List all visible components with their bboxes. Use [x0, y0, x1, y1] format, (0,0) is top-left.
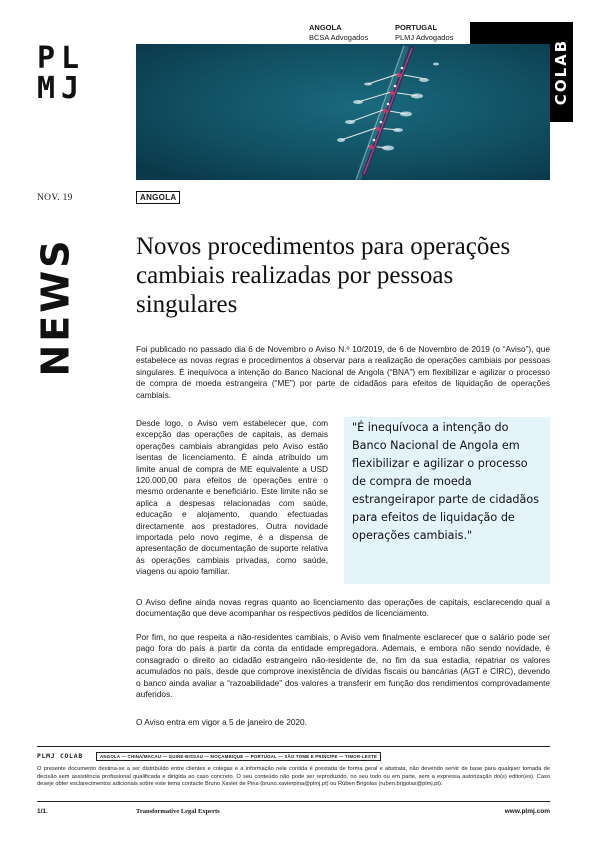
article-title: Novos procedimentos para operações cambiais realizadas por pessoas singulares — [136, 233, 511, 318]
footer-brand: PLMJ COLAB — [37, 753, 83, 760]
colab-label-wrap — [549, 22, 573, 122]
news-label-wrap — [34, 232, 78, 382]
office-country: PORTUGAL — [395, 23, 438, 32]
office-firm: PLMJ Advogados — [395, 32, 454, 42]
plmj-logo — [37, 41, 99, 106]
office-country: ANGOLA — [309, 23, 342, 32]
paragraph-licensing: Desde logo, o Aviso vem estabelecer que, com excepção das operações de capitais, as demais operações cambiais abrangidas pelo Aviso estão isentas de licenciamento. É ainda atribuído um limite anual de compra de ME equivalente a USD 120.000,00 para efeitos de operações entre o mesmo ordenante e beneficiário. Este limite não se aplica a despesas relacionadas com saúde, educação e alojamento, quando efectuadas directamente aos prestadores. Outra novidade importada pelo novo regime, é a dispensa de apresentação de documentação de suporte relativa às operações cambiais privadas, como saúde, viagens ou apoio familiar. — [136, 418, 328, 577]
page-number: 1/1. — [37, 808, 48, 815]
firm-tagline: Transformative Legal Experts — [136, 808, 220, 815]
legal-disclaimer: O presente documento destina-se a ser distribuído entre clientes e colegas e a informação nele contida é prestada de forma geral e abstrata, não devendo servir de base para qualquer tomada de decisão sem assistência profissional qualificada e dirigida ao caso concreto. O seu conteúdo não pode ser reproduzido, no seu todo ou em parte, sem a expressa autorização do(s) editor(es). Caso deseje obter esclarecimentos adicionais sobre este tema contacte Bruno Xavier de Pina (bruno.xavierpina@plmj.pt) ou Rúben Brigolas (ruben.brigolas@plmj.pt). — [37, 766, 550, 788]
colab-top-bar — [470, 22, 549, 44]
news-label: NEWS — [34, 237, 79, 377]
logo-line-2: MJ — [37, 71, 86, 106]
paragraph-capital: O Aviso define ainda novas regras quanto ao licenciamento das operações de capitais, esclarecendo qual a documentação que deve acompanhar os respectivos pedidos de licenciamento. — [136, 597, 550, 619]
paragraph-intro: Foi publicado no passado dia 6 de Novembro o Aviso N.º 10/2019, de 6 de Novembro de 2019 (o “Aviso”), que estabelece as novas regras e procedimentos a observar para a realização de operações cambiais por pessoas singulares. É inequívoca a intenção do Banco Nacional de Angola (“BNA”) em flexibilizar e agilizar o processo de compra de moeda estrangeira (“ME”) por parte de cidadãos para efeitos de liquidação de operações cambiais. — [136, 344, 550, 400]
pull-quote — [344, 417, 550, 584]
logo-line-1: PL — [37, 41, 86, 76]
office-firm: BCSA Advogados — [309, 32, 369, 42]
colab-label: COLAB — [552, 38, 570, 106]
website-link[interactable]: www.plmj.com — [504, 808, 550, 815]
country-tag: ANGOLA — [136, 191, 180, 204]
hero-image — [136, 44, 550, 180]
paragraph-effective-date: O Aviso entra em vigor a 5 de janeiro de 2020. — [136, 717, 307, 727]
footer-locations: ANGOLA — CHINA/MACAU — GUINÉ-BISSAU — MOÇAMBIQUE — PORTUGAL — SÃO TOMÉ E PRÍNCIPE — TIMOR-LESTE — [96, 752, 381, 761]
pull-quote-text: "É inequívoca a intenção do Banco Nacional de Angola em flexibilizar e agilizar o processo de compra de moeda estrangeirapor parte de cidadãos para efeitos de liquidação de operações cambiais." — [352, 421, 540, 542]
footer-bottom-divider — [37, 801, 550, 802]
office-portugal — [395, 23, 453, 42]
office-angola — [309, 23, 368, 42]
issue-date: NOV. 19 — [37, 193, 73, 203]
rowing-boat-illustration — [136, 44, 550, 180]
paragraph-non-residents: Por fim, no que respeita a não-residentes cambiais, o Aviso vem finalmente esclarecer que o salário pode ser pago fora do país a partir da conta da entidade empregadora. Ademais, e embora não sendo novidade, é consagrado o direito ao cidadão estrangeiro não-residente de, no fim da sua estadia, repatriar os valores acumulados no país, desde que comprove inexistência de dívidas fiscais ou bancárias (AGT e CIRC), devendo o banco ainda avaliar a “razoabilidade” dos valores a transferir em função dos rendimentos comprovadamente auferidos. — [136, 632, 550, 700]
footer-divider — [37, 746, 550, 747]
